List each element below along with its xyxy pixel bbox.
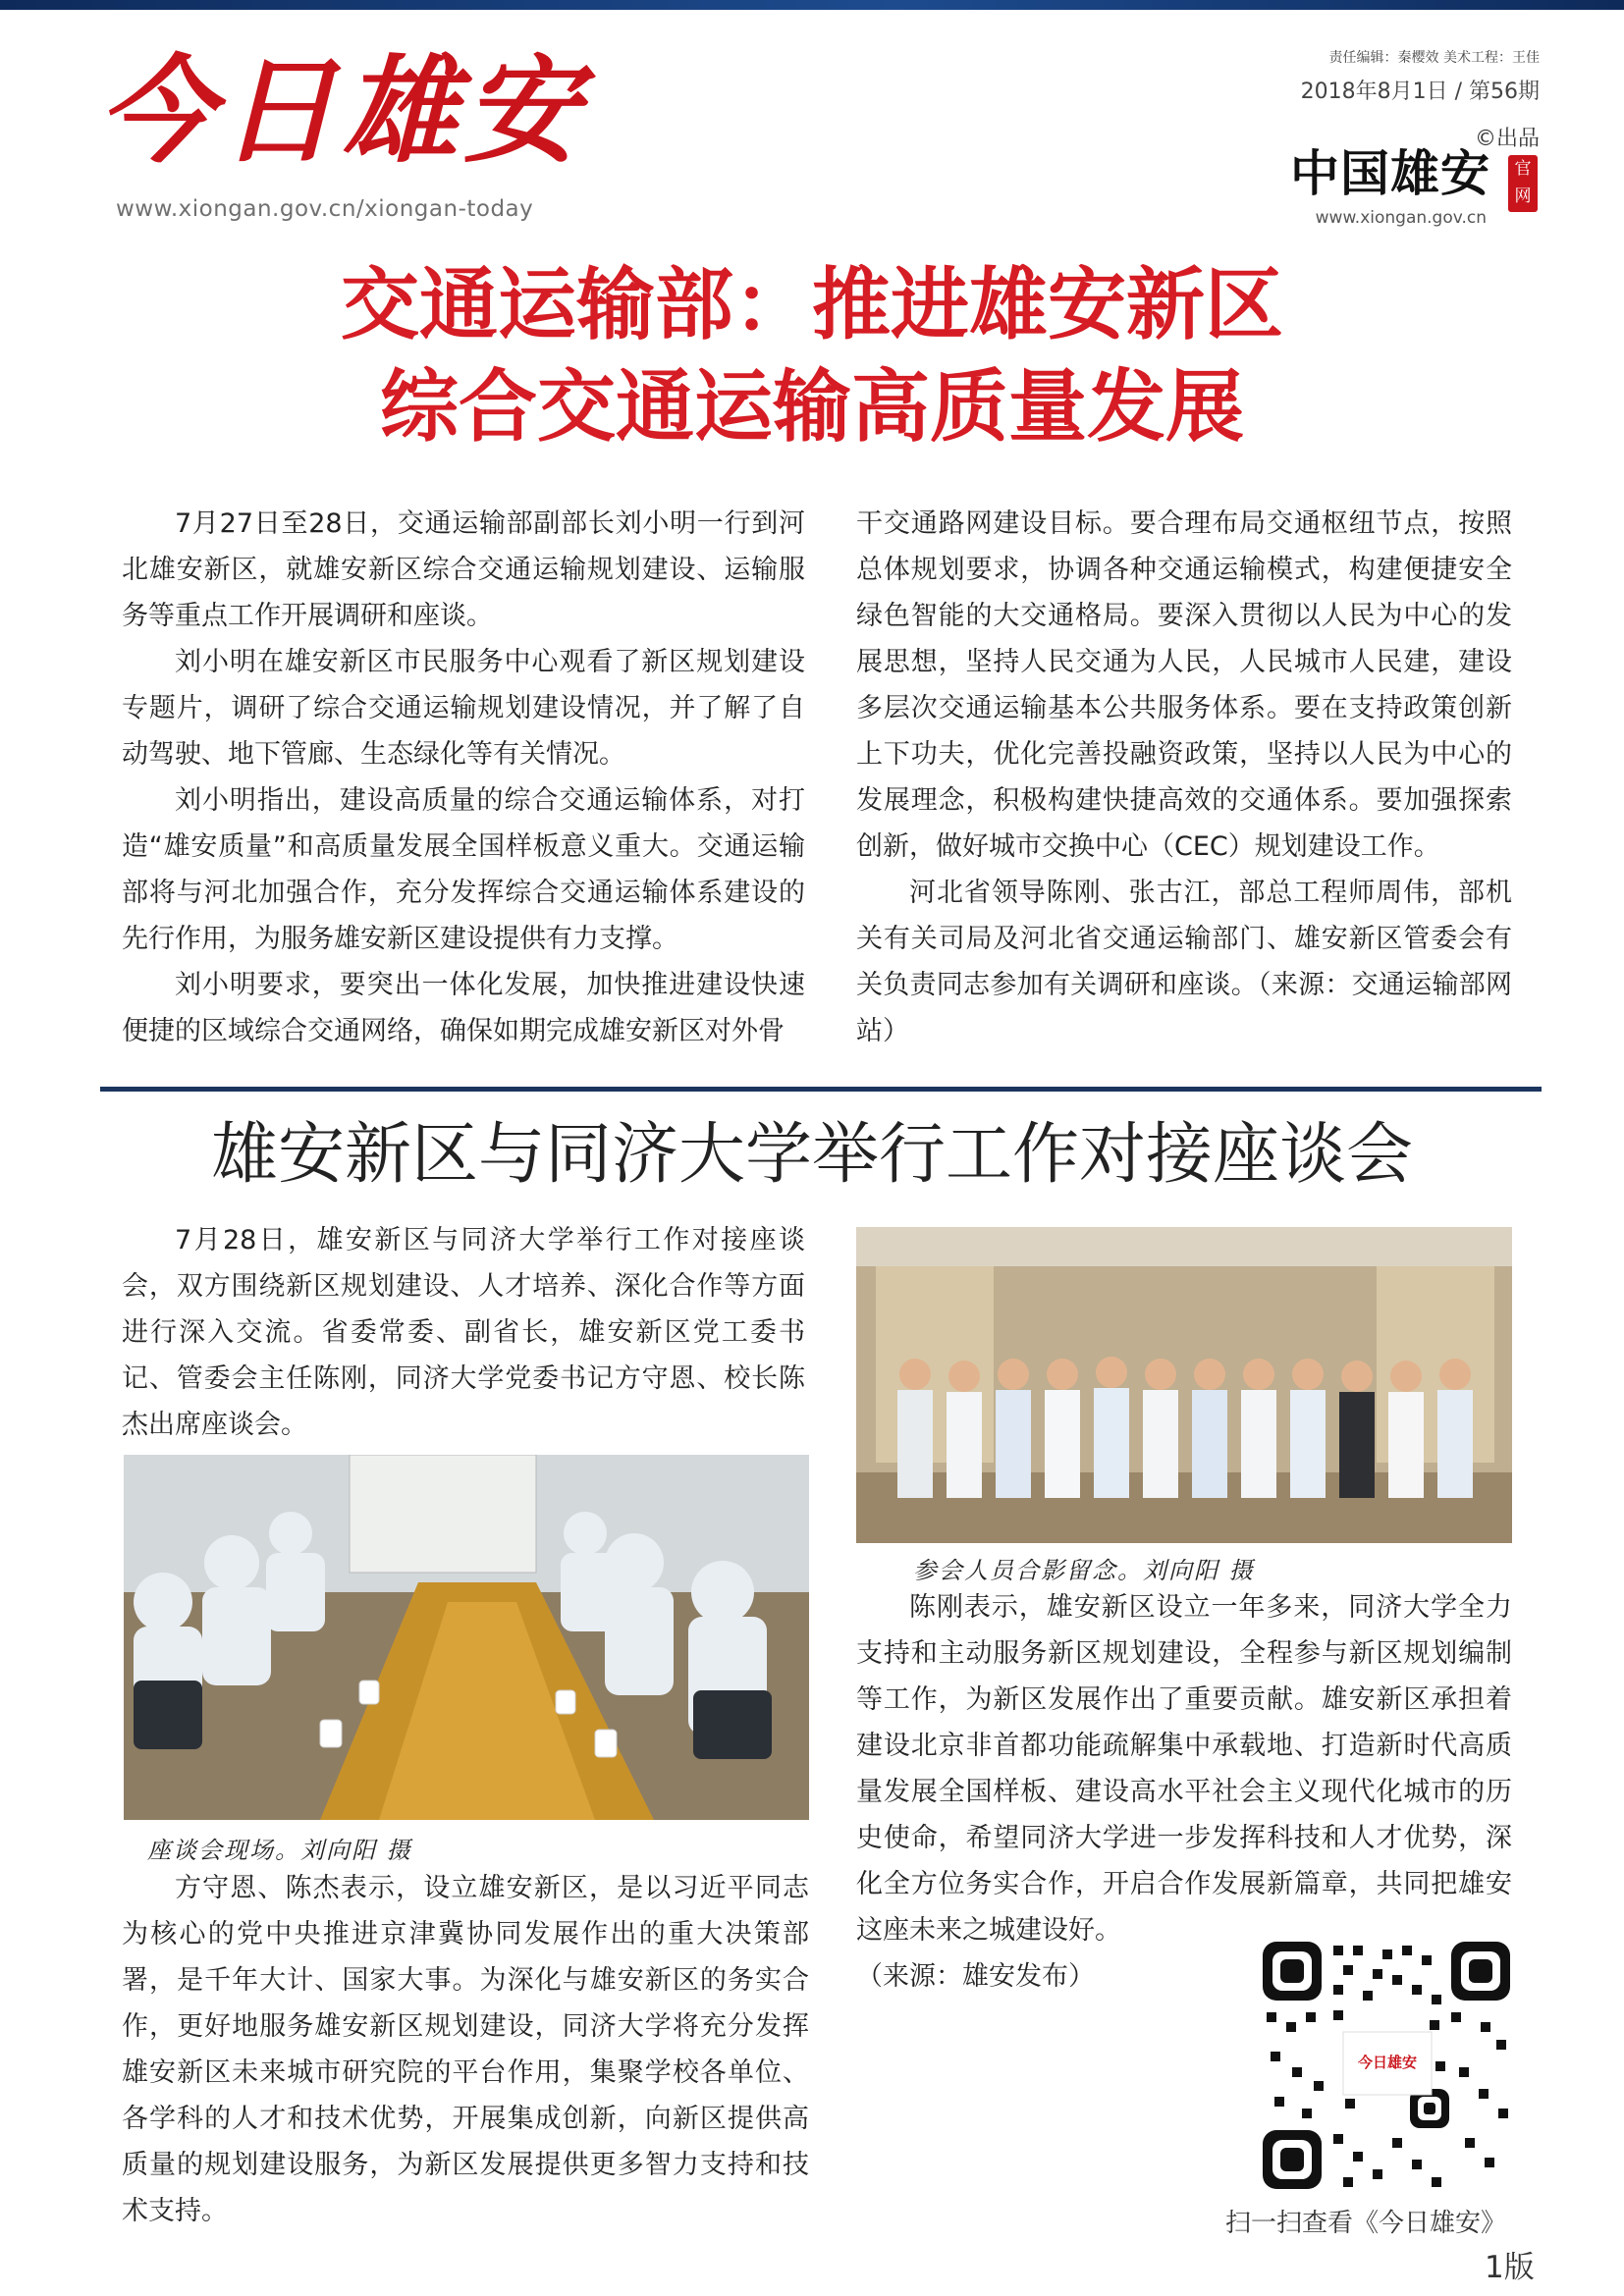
group-photo-illustration (856, 1227, 1512, 1543)
issue-meta (1301, 47, 1540, 105)
top-bar (0, 0, 1624, 10)
article2-paragraph: 陈刚表示，雄安新区设立一年多来，同济大学全力支持和主动服务新区规划建设，全程参与新区规划编制等工作，为新区发展作出了重要贡献。雄安新区承担着建设北京非首都功能疏解集中承载地、打造新时代高质量发展全国样板、建设高水平社会主义现代化城市的历史使命，希望同济大学进一步发挥科技和人才优势，深化全方位务实合作，开启合作发展新篇章，共同把雄安这座未来之城建设好。 (856, 1592, 1512, 1946)
article1-headline-line2: 综合交通运输高质量发展 (380, 360, 1244, 453)
article1-paragraph-continued: 干交通路网建设目标。要合理布局交通枢纽节点，按照总体规划要求，协调各种交通运输模式，构建便捷安全绿色智能的大交通格局。要深入贯彻以人民为中心的发展思想，坚持人民交通为人民，人民城市人民建，建设多层次交通运输基本公共服务体系。要在支持政策创新上下功夫，优化完善投融资政策，坚持以人民为中心的发展理念，积极构建快捷高效的交通体系。要加强探索创新，做好城市交换中心（CEC）规划建设工作。 (856, 508, 1512, 862)
article2-intro-paragraph: 7月28日，雄安新区与同济大学举行工作对接座谈会，双方围绕新区规划建设、人才培养、深化合作等方面进行深入交流。省委常委、副省长，雄安新区党工委书记、管委会主任陈刚，同济大学党委书记方守恩、校长陈杰出席座谈会。 (122, 1225, 805, 1440)
article2-source: （来源：雄安发布） (856, 1961, 1095, 1992)
editor-line: 责任编辑：秦樱效 美术工程：王佳 (1328, 50, 1540, 66)
meeting-photo-illustration (124, 1455, 809, 1820)
masthead-url[interactable]: www.xiongan.gov.cn/xiongan-today (116, 196, 534, 222)
meeting-photo (124, 1455, 809, 1820)
publisher-block (1284, 122, 1540, 230)
publisher-seal: 官网 (1508, 155, 1538, 212)
article1-paragraph: 刘小明指出，建设高质量的综合交通运输体系，对打造“雄安质量”和高质量发展全国样板意义重大。交通运输部将与河北加强合作，充分发挥综合交通运输体系建设的先行作用，为服务雄安新区建设提供有力支撑。 (122, 785, 805, 954)
group-photo (856, 1227, 1512, 1543)
article1-column-left (122, 501, 805, 1054)
article2-column-left (122, 1865, 809, 2234)
article1-paragraph: 河北省领导陈刚、张古江，部总工程师周伟，部机关有关司局及河北省交通运输部门、雄安新区管委会有关负责同志参加有关调研和座谈。（来源：交通运输部网站） (856, 878, 1512, 1046)
publisher-mark: ©出品 (1474, 127, 1540, 151)
date-issue: 2018年8月1日 / 第56期 (1300, 80, 1540, 104)
article1-headline-line1: 交通运输部：推进雄安新区 (341, 258, 1283, 350)
qr-center-label: 今日雄安 (1357, 2054, 1417, 2071)
article1-paragraph: 7月27日至28日，交通运输部副部长刘小明一行到河北雄安新区，就雄安新区综合交通运输规划建设、运输服务等重点工作开展调研和座谈。 (122, 508, 805, 631)
section-divider (100, 1087, 1542, 1092)
page-number: 1版 (1485, 2250, 1535, 2285)
article2-intro (122, 1217, 805, 1448)
article1-paragraph: 刘小明要求，要突出一体化发展，加快推进建设快速便捷的区域综合交通网络，确保如期完成雄安新区对外骨 (122, 970, 805, 1046)
article2-headline: 雄安新区与同济大学举行工作对接座谈会 (210, 1116, 1413, 1194)
article1-column-right (856, 501, 1512, 1054)
qr-caption: 扫一扫查看《今日雄安》 (1225, 2209, 1507, 2238)
article1-paragraph: 刘小明在雄安新区市民服务中心观看了新区规划建设专题片，调研了综合交通运输规划建设情况，并了解了自动驾驶、地下管廊、生态绿化等有关情况。 (122, 647, 805, 770)
publisher-url[interactable]: www.xiongan.gov.cn (1315, 208, 1487, 228)
article1-headline (0, 253, 1624, 457)
article2-column-right (856, 1584, 1512, 2000)
meeting-photo-caption: 座谈会现场。刘向阳 摄 (147, 1837, 412, 1864)
masthead-logo: 今日雄安 (98, 42, 586, 179)
group-photo-caption: 参会人员合影留念。刘向阳 摄 (913, 1557, 1255, 1584)
article2-paragraph: 方守恩、陈杰表示，设立雄安新区，是以习近平同志为核心的党中央推进京津冀协同发展作出的重大决策部署，是千年大计、国家大事。为深化与雄安新区的务实合作，更好地服务雄安新区规划建设，同济大学将充分发挥雄安新区未来城市研究院的平台作用，集聚学校各单位、各学科的人才和技术优势，开展集成创新，向新区提供高质量的规划建设服务，为新区发展提供更多智力支持和技术支持。 (122, 1873, 809, 2226)
publisher-logo: 中国雄安 (1290, 144, 1490, 202)
qr-code[interactable] (1263, 1942, 1510, 2189)
